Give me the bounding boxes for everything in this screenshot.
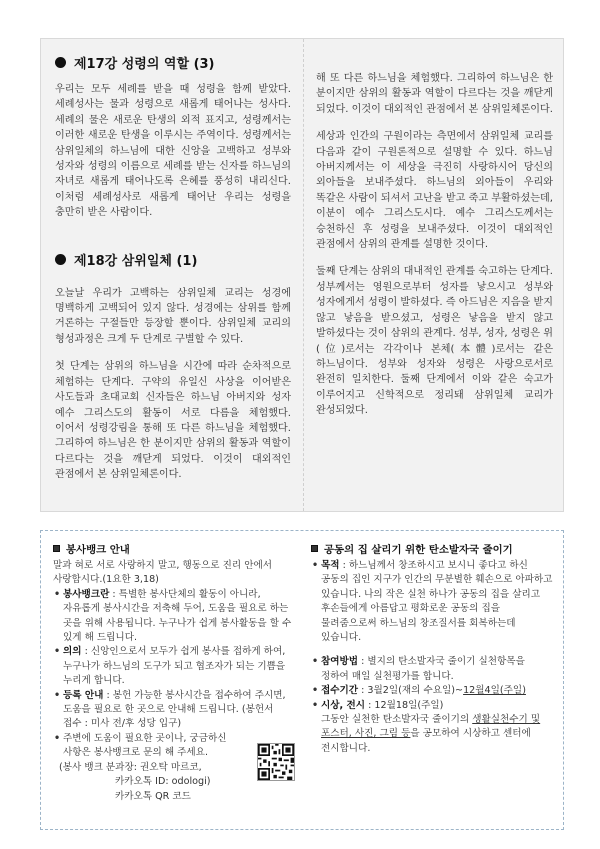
volunteer-item: • 봉사뱅크란 : 특별한 봉사단체의 활동이 아니라, 자유롭게 봉사시간을 저축해 두어, 도움을 필요로 하는 곳을 위해 사용됩니다. 누구나가 쉽게 봉사활동을 할 수 있게 해 드립니다. [54, 588, 292, 644]
carbon-period: • 접수기간 : 3월2일(재의 수요일)~12월4일(주일) [312, 685, 526, 697]
method-label: 참여방법 [321, 656, 359, 668]
period-text: : 3월2일(재의 수요일)~ [358, 685, 464, 697]
method-text: : 별지의 탄소발자국 줄이기 실천항목을 정하여 매일 실천평가를 합니다. [321, 656, 525, 682]
volunteer-heading [53, 541, 295, 556]
item-text: : 봉헌 가능한 봉사시간을 접수하여 주시면, 도움을 필요로 한 곳으로 안내해 드립니다. (봉헌서 접수 : 미사 전/후 성당 입구) [63, 689, 286, 730]
volunteer-bank [41, 531, 303, 829]
carbon-exhibit: • 시상, 전시 : 12월18일(주일) [312, 699, 444, 711]
exhibit-detail-c: 을 공모하여 시상하고 센터에 전시합니다. [321, 728, 531, 754]
exhibit-detail-b: 생활실천수기 및 포스터, 사진, 그림 등 [321, 714, 541, 740]
volunteer-item: • 주변에 도움이 필요한 곳이나, 궁금하신 사항은 봉사뱅크로 문의 해 주세요. [54, 732, 227, 759]
lecture18-paragraph-3: 세상과 인간의 구원이라는 측면에서 삼위일체 교리를 다음과 같이 구원론적으로 설명할 수 있다. 하느님 아버지께서는 이 세상을 극진히 사랑하시어 당신의 외아들을 보내주셨다. 하느님의 외아들이 우리와 똑같은 사람이 되셔서 고난을 받고 죽고 부활하셨는데, 이분이 예수 그리스도시다. 예수 그리스도께서는 승천하신 후 성령을 보내주셨다. 이것이 대외적인 관점에서 삼위의 관계를 설명한 것이다. [316, 131, 553, 251]
catechism-section [40, 38, 564, 512]
volunteer-intro: 말과 혀로 서로 사랑하지 말고, 행동으로 진리 안에서 사랑합시다.(1요한 3,18) [53, 560, 273, 586]
lecture17-heading [55, 50, 291, 74]
kakaotalk-qr-code[interactable] [257, 743, 295, 781]
bullet-icon [55, 254, 66, 265]
lecture18-heading [55, 248, 291, 272]
lecture18-paragraph-4: 둘째 단계는 삼위의 대내적인 관계를 숙고하는 단계다. 성부께서는 영원으로부터 성자를 낳으시고 성부와 성자에게서 성령이 발하셨다. 즉 아드님은 지음을 받지 않고 낳음을 받으셨고, 성령은 낳음을 받지 않고 발하셨다는 것이 삼위의 관계다. 성부, 성자, 성령은 위(位)로서는 각각이나 본체(本體)로서는 같은 하느님이다. 성부와 성자와 성령은 사랑으로서로 완전히 일치한다. 둘째 단계에서 이와 같은 숙고가 이루어지고 신학적으로 정리돼 삼위일체 교리가 완성되었다. [316, 266, 553, 417]
exhibit-detail [311, 713, 555, 756]
carbon-purpose: • 목적 : 하느님께서 창조하시고 보시니 좋다고 하신 공동의 집인 지구가 인간의 무분별한 훼손으로 아파하고 있습니다. 나의 작은 실천 하나가 공동의 집을 살리고 후손들에게 아름답고 평화로운 공동의 집을 물려줌으로써 하느님의 창조질서를 회복하는데 있습니다. [312, 560, 553, 644]
lecture18-paragraph-1: 오늘날 우리가 고백하는 삼위일체 교리는 성경에 명백하게 고백되어 있지 않다. 성경에는 삼위를 함께 거론하는 구절들만 등장할 뿐이다. 삼위일체 교리의 형성과정은 크게 두 단계로 구별할 수 있다. [55, 287, 291, 345]
period-label: 접수기간 [321, 685, 359, 697]
left-column [41, 39, 303, 511]
lecture17-paragraph: 우리는 모두 세례를 받을 때 성령을 함께 받았다. 세례성사는 물과 성령으로 새롭게 태어나는 성사다. 세례의 물은 새로운 탄생의 외적 표지고, 성령께서는 이러한 새로운 탄생을 이루시는 주역이다. 성령께서는 삼위일체의 하느님에 대한 신앙을 고백하고 성부와 성자와 성령의 이름으로 세례를 받는 신자를 하느님의 자녀로 새롭게 태어나도록 은혜를 풍성히 내리신다. 이처럼 세례성사로 새롭게 태어난 우리는 성령을 충만히 받은 사람이다. [55, 84, 291, 219]
carbon-heading [311, 541, 555, 556]
notice-section [40, 530, 564, 830]
volunteer-item: • 의의 : 신앙인으로서 모두가 쉽게 봉사를 접하게 하여, 누구나가 하느님의 도구가 되고 협조자가 되는 기쁨을 누리게 합니다. [54, 646, 286, 687]
exhibit-detail-a: 그동안 실천한 탄소발자국 줄이기의 [321, 714, 473, 726]
lecture18-paragraph-2-cont: 해 또 다른 하느님을 체험했다. 그리하여 하느님은 한 분이지만 삼위의 활동과 역할이 다르다는 것을 깨닫게 되었다. 이것이 대외적인 관점에서 본 삼위일체론이다. [316, 73, 553, 115]
volunteer-contact-1: (봉사 뱅크 분과장: 권오탁 마르코, [59, 761, 202, 773]
volunteer-contact-2: 카카오톡 ID: odologi) [115, 776, 211, 788]
purpose-text: : 하느님께서 창조하시고 보시니 좋다고 하신 공동의 집인 지구가 인간의 무분별한 훼손으로 아파하고 있습니다. 나의 작은 실천 하나가 공동의 집을 살리고 후손들에게 아름답고 평화로운 공동의 집을 물려줌으로써 하느님의 창조질서를 회복하는데 있습니다. [321, 560, 553, 644]
square-bullet-icon [53, 545, 60, 552]
purpose-label: 목적 [321, 560, 340, 571]
exhibit-label: 시상, 전시 [321, 699, 366, 711]
volunteer-title: 봉사뱅크 안내 [66, 544, 130, 556]
item-text: : 신앙인으로서 모두가 쉽게 봉사를 접하게 하여, 누구나가 하느님의 도구가 되고 협조자가 되는 기쁨을 누리게 합니다. [63, 646, 286, 687]
qr-icon [258, 744, 294, 780]
item-text: 주변에 도움이 필요한 곳이나, 궁금하신 사항은 봉사뱅크로 문의 해 주세요. [63, 732, 227, 759]
exhibit-text: : 12월18일(주일) [365, 699, 444, 711]
volunteer-item: • 등록 안내 : 봉헌 가능한 봉사시간을 접수하여 주시면, 도움을 필요로 한 곳으로 안내해 드립니다. (봉헌서 접수 : 미사 전/후 성당 입구) [54, 689, 286, 730]
item-label: 봉사뱅크란 [63, 588, 110, 600]
lecture18-paragraph-2: 첫 단계는 삼위의 하느님을 시간에 따라 순차적으로 체험하는 단계다. 구약의 유일신 사상을 이어받은 사도들과 초대교회 신자들은 하느님 아버지와 성자 예수 그리스도의 활동이 서로 다름을 체험했다. 이어서 성령강림을 통해 또 다른 하느님을 체험했다. 그리하여 하느님은 한 분이지만 삼위의 활동과 역할이 다르다는 것을 깨닫게 되었다. 이것이 대외적인 관점에서 본 삼위일체론이다. [55, 361, 291, 481]
square-bullet-icon [311, 545, 318, 552]
item-label: 등록 안내 [63, 689, 104, 701]
item-label: 의의 [63, 646, 82, 658]
lecture18-title: 제18강 삼위일체 (1) [74, 254, 198, 270]
bullet-icon [55, 57, 66, 68]
lecture17-title: 제17강 성령의 역할 (3) [74, 56, 215, 72]
period-end-date: 12월4일(주일) [463, 685, 526, 697]
item-text: : 특별한 봉사단체의 활동이 아니라, 자유롭게 봉사시간을 저축해 두어, 도움을 필요로 하는 곳을 위해 사용됩니다. 누구나가 쉽게 봉사활동을 할 수 있게 해 드립니다. [63, 588, 292, 644]
carbon-footprint [303, 531, 565, 829]
carbon-title: 공동의 집 살리기 위한 탄소발자국 줄이기 [324, 544, 513, 556]
volunteer-contact-3: 카카오톡 QR 코드 [115, 790, 191, 802]
carbon-method: • 참여방법 : 별지의 탄소발자국 줄이기 실천항목을 정하여 매일 실천평가를 합니다. [312, 656, 525, 682]
right-column [303, 39, 565, 511]
